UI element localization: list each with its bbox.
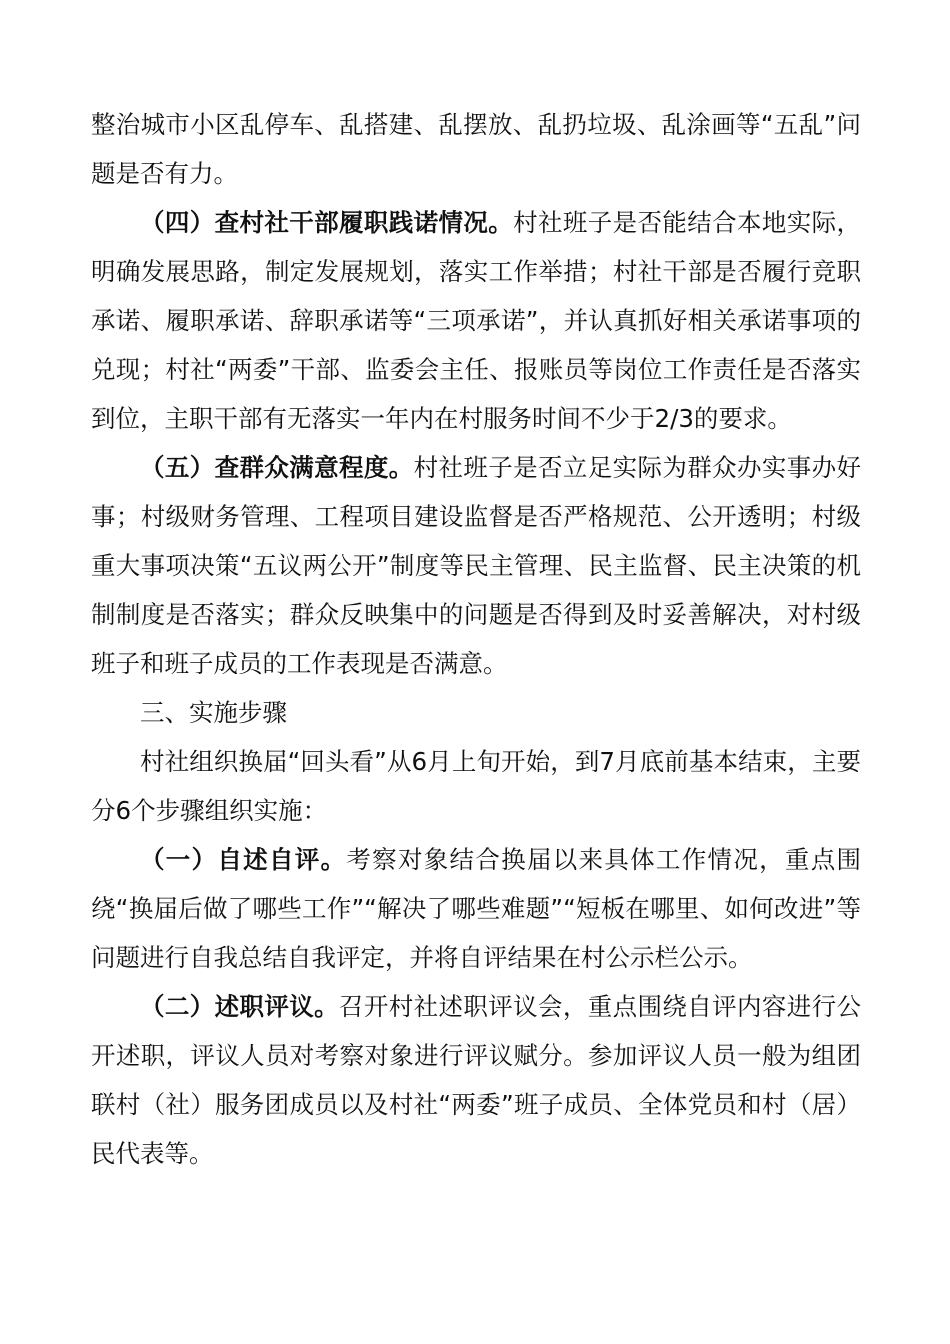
- section-heading: （二）述职评议。: [140, 992, 339, 1021]
- section-title-implementation-steps: [91, 688, 861, 737]
- paragraph-text: 村社班子是否能结合本地实际，明确发展思路，制定发展规划，落实工作举措；村社干部是否履行竞职承诺、履职承诺、辞职承诺等“三项承诺”，并认真抓好相关承诺事项的兑现；村社“两委”干部、监委会主任、报账员等岗位工作责任是否落实到位，主职干部有无落实一年内在村服务时间不少于2/3的要求。: [91, 208, 861, 433]
- section-title-text: 三、实施步骤: [140, 698, 287, 727]
- paragraph-text: 整治城市小区乱停车、乱搭建、乱摆放、乱扔垃圾、乱涂画等“五乱”问题是否有力。: [91, 110, 861, 188]
- paragraph-text: 考察对象结合换届以来具体工作情况，重点围绕“换届后做了哪些工作”“解决了哪些难题”“短板在哪里、如何改进”等问题进行自我总结自我评定，并将自评结果在村公示栏公示。: [91, 845, 862, 972]
- section-heading: （四）查村社干部履职践诺情况。: [140, 208, 514, 237]
- section-heading: （五）查群众满意程度。: [140, 453, 414, 482]
- paragraph-continuation: [91, 100, 861, 198]
- paragraph-text: 村社组织换届“回头看”从6月上旬开始，到7月底前基本结束，主要分6个步骤组织实施：: [91, 747, 861, 825]
- document-body: [91, 100, 861, 1178]
- paragraph-duty-report-review: [91, 982, 861, 1178]
- paragraph-implementation-overview: [91, 737, 861, 835]
- paragraph-text: 召开村社述职评议会，重点围绕自评内容进行公开述职，评议人员对考察对象进行评议赋分。参加评议人员一般为组团联村（社）服务团成员以及村社“两委”班子成员、全体党员和村（居）民代表等。: [91, 992, 861, 1168]
- paragraph-self-evaluation: [91, 835, 861, 982]
- paragraph-check-satisfaction: [91, 443, 861, 688]
- paragraph-check-cadre-duties: [91, 198, 861, 443]
- paragraph-text: 村社班子是否立足实际为群众办实事办好事；村级财务管理、工程项目建设监督是否严格规范、公开透明；村级重大事项决策“五议两公开”制度等民主管理、民主监督、民主决策的机制制度是否落实；群众反映集中的问题是否得到及时妥善解决，对村级班子和班子成员的工作表现是否满意。: [91, 453, 861, 678]
- section-heading: （一）自述自评。: [140, 845, 347, 874]
